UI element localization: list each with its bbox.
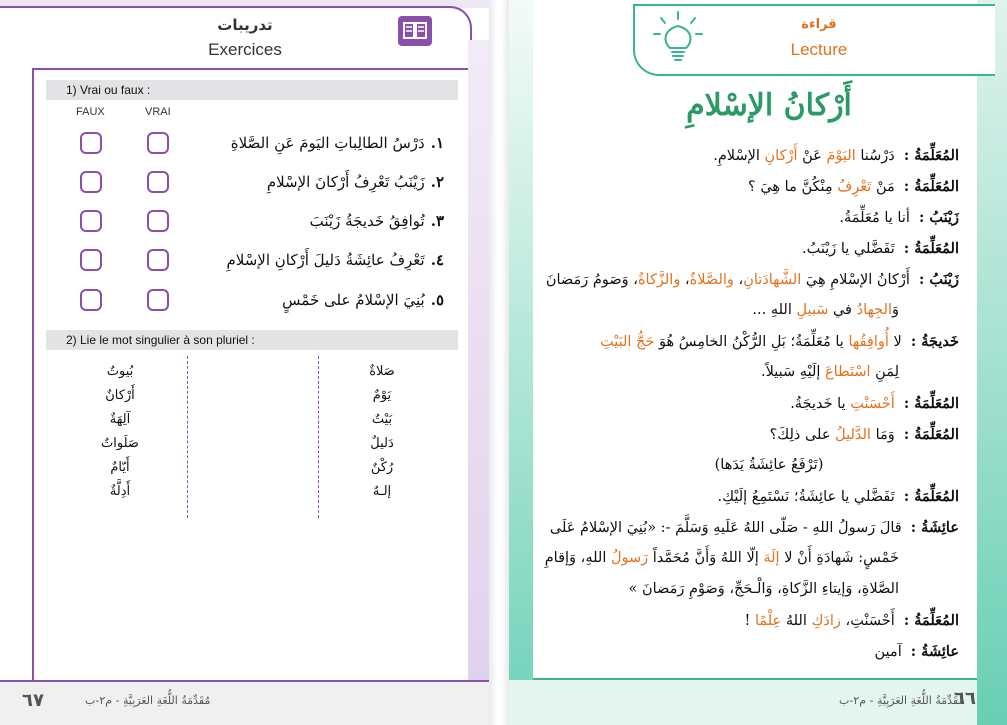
singular-word[interactable]: إلـهٌ xyxy=(372,484,392,499)
dialogue xyxy=(539,140,959,667)
dialogue-line xyxy=(539,140,959,171)
highlighted-word: زادَكِ xyxy=(811,613,841,629)
left-page-number: ٦٧ xyxy=(22,690,44,711)
dialogue-text: خَمْسٍ: شَهادَةِ أَنْ لا xyxy=(779,550,899,566)
plural-word[interactable]: آلِهَةٌ xyxy=(109,412,131,427)
right-margin-strip xyxy=(977,0,1007,725)
dialogue-line xyxy=(539,388,959,419)
dialogue-text: يا مُعَلِّمَةُ؛ بَلِ الرُّكْنُ الخامِسُ هُوَ xyxy=(654,334,849,350)
statement-5: ٥.بُنِيَ الإسْلامُ على خَمْسٍ xyxy=(282,291,444,309)
dialogue-line xyxy=(539,171,959,202)
dotted-divider-right xyxy=(318,356,319,518)
dialogue-text: دَرْسُنا xyxy=(855,148,895,164)
dialogue-line xyxy=(539,202,959,233)
dialogue-text: الإسْلامِ. xyxy=(713,148,765,164)
singular-word[interactable]: صَلاةٌ xyxy=(369,364,395,379)
dialogue-line xyxy=(539,574,959,605)
dialogue-text: لِمَنِ xyxy=(870,364,899,380)
speaker-name: المُعَلِّمَةُ : xyxy=(898,426,959,443)
singular-word[interactable]: بَيْتٌ xyxy=(371,412,393,427)
lecture-title-ar: قراءة xyxy=(801,17,837,32)
vrai-checkbox-5[interactable] xyxy=(147,289,169,311)
dialogue-line xyxy=(539,357,959,388)
left-margin-strip xyxy=(509,0,533,725)
speaker-name: خَديجَةُ : xyxy=(905,333,959,350)
speaker-name: عائِشَةُ : xyxy=(905,519,959,536)
statement-3: ٣.تُوافِقُ خَديجَةُ زَيْنَبَ xyxy=(309,212,444,230)
right-footer-line xyxy=(533,678,977,680)
dialogue-text: أَحْسَنْتِ، xyxy=(840,613,895,629)
singular-word[interactable]: يَوْمٌ xyxy=(372,388,392,403)
faux-checkbox-5[interactable] xyxy=(80,289,102,311)
plural-word[interactable]: أَرْكانٌ xyxy=(105,388,135,403)
lesson-title: أَرْكانُ الإسْلامِ xyxy=(686,88,852,123)
singular-word[interactable]: رُكْنٌ xyxy=(370,460,394,475)
dialogue-line xyxy=(539,512,959,543)
highlighted-word: اليَوْمَ xyxy=(826,148,856,164)
speaker-name: المُعَلِّمَةُ : xyxy=(898,488,959,505)
col-faux: FAUX xyxy=(76,106,105,118)
dialogue-line xyxy=(539,326,959,357)
vrai-checkbox-1[interactable] xyxy=(147,132,169,154)
vrai-checkbox-4[interactable] xyxy=(147,249,169,271)
lightbulb-icon xyxy=(651,8,705,68)
highlighted-word: أُوافِقُها xyxy=(848,334,889,350)
highlighted-word: إلَهَ xyxy=(763,550,780,566)
speaker-name: المُعَلِّمَةُ : xyxy=(898,612,959,629)
speaker-name: المُعَلِّمَةُ : xyxy=(898,178,959,195)
speaker-name: المُعَلِّمَةُ : xyxy=(898,240,959,257)
dialogue-text: وَ xyxy=(891,302,899,318)
dialogue-text: مَنْ xyxy=(871,179,895,195)
lecture-title-fr: Lecture xyxy=(790,40,848,59)
exercise2-title: 2) Lie le mot singulier à son pluriel : xyxy=(46,330,458,350)
left-footer-line xyxy=(0,680,489,692)
dialogue-text: في xyxy=(828,302,857,318)
dialogue-text: قالَ رَسولُ اللهِ - صَلّى اللهُ عَلَيهِ وَسَلَّمَ -: «بُنِيَ الإسْلامُ عَلَى xyxy=(549,520,902,536)
dialogue-text: أنا يا مُعَلِّمَةُ. xyxy=(839,210,910,226)
faux-checkbox-3[interactable] xyxy=(80,210,102,232)
dialogue-line xyxy=(539,605,959,636)
speaker-name: المُعَلِّمَةُ : xyxy=(898,395,959,412)
dialogue-line xyxy=(539,481,959,512)
exercise1-title: 1) Vrai ou faux : xyxy=(46,80,458,100)
speaker-name: زَيْنَبُ : xyxy=(913,209,959,226)
book-icon xyxy=(398,16,432,46)
dialogue-line xyxy=(539,264,959,295)
dialogue-text: اللهُ xyxy=(781,613,812,629)
right-margin-strip xyxy=(468,40,489,680)
highlighted-word: أَحْسَنْتِ xyxy=(850,396,895,412)
right-page xyxy=(509,0,1007,725)
dialogue-line xyxy=(539,543,959,574)
highlighted-word: رَسولُ xyxy=(610,550,649,566)
highlighted-word: أَرْكانِ xyxy=(764,148,798,164)
left-page xyxy=(0,0,489,725)
dialogue-text: ، xyxy=(733,272,744,288)
dialogue-line xyxy=(539,419,959,450)
speaker-name: زَيْنَبُ : xyxy=(913,271,959,288)
dialogue-text: الصَّلاةِ، وَإيتاءِ الزَّكاةِ، وَالْـحَجِّ، وَصَوْمِ رَمَضانَ » xyxy=(628,581,899,597)
vrai-checkbox-2[interactable] xyxy=(147,171,169,193)
faux-checkbox-4[interactable] xyxy=(80,249,102,271)
highlighted-word: سَبيلِ xyxy=(796,302,829,318)
dialogue-text: إلّا اللهُ وَأَنَّ مُحَمَّداً xyxy=(648,550,764,566)
exercises-title-fr: Exercices xyxy=(208,40,282,59)
speaker-name: عائِشَةُ : xyxy=(905,643,959,660)
dialogue-text: على ذلِكَ؟ xyxy=(769,427,836,443)
dialogue-text: ! xyxy=(744,613,755,629)
dialogue-text: اللهِ، وَإقامِ xyxy=(544,550,611,566)
highlighted-word: اسْتَطاعَ xyxy=(825,364,871,380)
left-margin-strip xyxy=(0,68,34,680)
exercises-title-ar: تدريبات xyxy=(217,16,273,34)
plural-word[interactable]: أَيّامٌ xyxy=(110,460,130,475)
dialogue-text: اللهِ ... xyxy=(752,302,797,318)
singular-column xyxy=(342,360,422,504)
speaker-name: المُعَلِّمَةُ : xyxy=(898,147,959,164)
dialogue-text: عَنْ xyxy=(797,148,827,164)
dialogue-line xyxy=(539,450,959,481)
dialogue-line xyxy=(539,636,959,667)
dialogue-text: ، xyxy=(680,272,690,288)
book-gutter xyxy=(489,0,509,725)
dialogue-line xyxy=(539,233,959,264)
vrai-checkbox-3[interactable] xyxy=(147,210,169,232)
statement-2: ٢.زَيْنَبُ تَعْرِفُ أَرْكانَ الإسْلامِ xyxy=(266,173,444,191)
faux-checkbox-2[interactable] xyxy=(80,171,102,193)
highlighted-word: الشَّهادَتانِ xyxy=(743,272,802,288)
highlighted-word: والزَّكاةُ xyxy=(637,272,681,288)
dialogue-text: تَفَضَّلي يا عائِشَةُ؛ نَسْتَمِعُ إلَيْكِ. xyxy=(717,489,895,505)
plural-word[interactable]: صَلَواتٌ xyxy=(101,436,139,451)
plural-word[interactable]: أَدِلَّةٌ xyxy=(109,484,131,499)
highlighted-word: عِلْمًا xyxy=(754,613,782,629)
statement-1: ١.دَرْسُ الطالِباتِ اليَومَ عَنِ الصَّلاةِ xyxy=(230,134,444,152)
dotted-divider-left xyxy=(187,356,188,518)
statement-4: ٤.تَعْرِفُ عائِشَةُ دَليلَ أَرْكانِ الإسْلامِ xyxy=(226,251,444,269)
dialogue-text: أَرْكانُ الإسْلامِ هِيَ xyxy=(801,272,910,288)
dialogue-text: مِنْكُنَّ ما هِيَ ؟ xyxy=(748,179,838,195)
plural-word[interactable]: بُيوتٌ xyxy=(106,364,134,379)
highlighted-word: الدَّليلُ xyxy=(835,427,871,443)
highlighted-word: تَعْرِفُ xyxy=(837,179,872,195)
dialogue-line xyxy=(539,295,959,326)
col-vrai: VRAI xyxy=(145,106,171,118)
right-footer-title: مُقَدِّمَةُ اللُّغَةِ العَرَبِيَّةِ - م٢-ب xyxy=(839,694,965,707)
dialogue-text: لا xyxy=(888,334,902,350)
dialogue-text: يا خَديجَةُ. xyxy=(790,396,851,412)
highlighted-word: والصَّلاةُ xyxy=(689,272,734,288)
faux-checkbox-1[interactable] xyxy=(80,132,102,154)
plural-column xyxy=(80,360,160,504)
dialogue-text: ، وَصَومُ رَمَضانَ xyxy=(545,272,638,288)
dialogue-text: تَفَضَّلي يا زَيْنَبُ. xyxy=(802,241,895,257)
dialogue-text: وَمَا xyxy=(870,427,895,443)
highlighted-word: حَجُّ البَيْتِ xyxy=(600,334,655,350)
left-footer-title: مُقَدِّمَةُ اللُّغَةِ العَرَبِيَّةِ - م٢-ب xyxy=(85,694,211,707)
singular-word[interactable]: دَليلٌ xyxy=(370,436,394,451)
dialogue-text: (تَرْفَعُ عائِشَةُ يَدَها) xyxy=(714,457,824,473)
right-page-number: ٦٦ xyxy=(954,688,976,709)
highlighted-word: الجِهادُ xyxy=(856,302,892,318)
dialogue-text: إلَيْهِ سَبيلاً. xyxy=(761,364,826,380)
dialogue-text: آمين xyxy=(874,644,902,660)
